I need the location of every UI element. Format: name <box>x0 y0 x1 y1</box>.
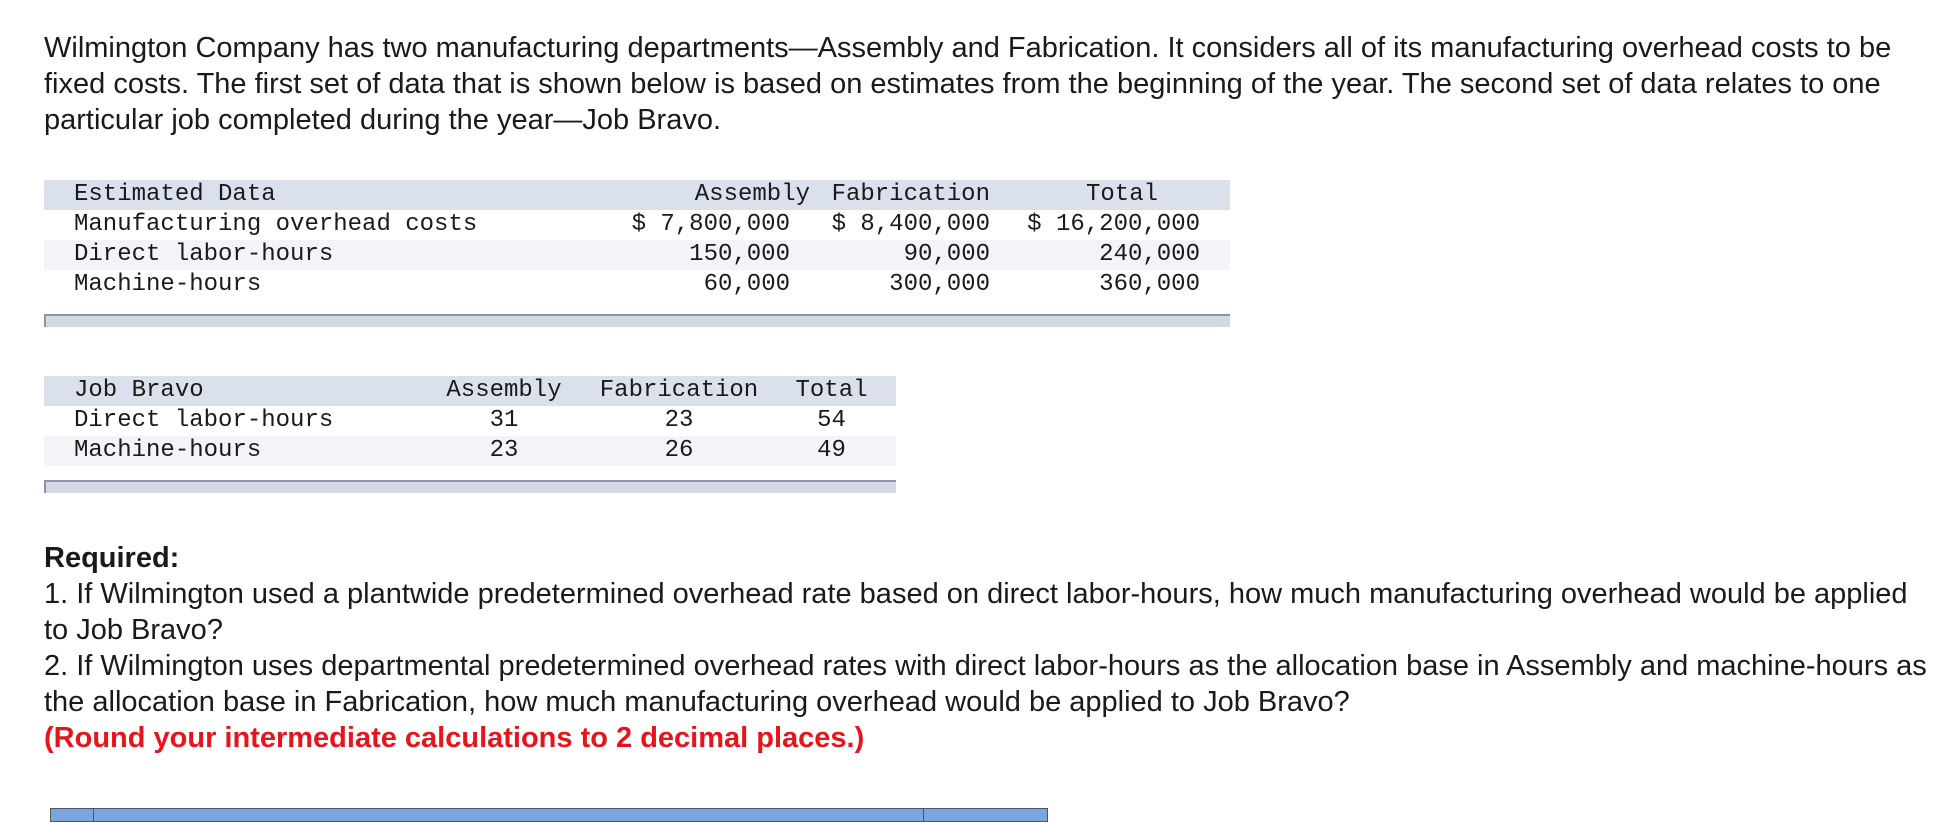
table-row <box>44 270 1230 300</box>
header-total: Total <box>1085 181 1158 208</box>
estimated-data-table <box>44 180 1230 330</box>
column-divider <box>93 809 94 821</box>
header-estimated-data: Estimated Data <box>74 181 276 208</box>
cell-total: 49 <box>817 437 846 464</box>
header-assembly: Assembly <box>694 181 810 208</box>
header-total: Total <box>795 377 868 404</box>
row-label: Direct labor-hours <box>74 241 334 268</box>
cell-total: $ 16,200,000 <box>1027 211 1200 238</box>
row-label: Direct labor-hours <box>74 407 334 434</box>
rounding-note: (Round your intermediate calculations to 2 decimal places.) <box>44 722 865 754</box>
row-label: Manufacturing overhead costs <box>74 211 478 238</box>
table-row <box>44 436 896 466</box>
table-header-row <box>44 376 896 406</box>
table-header-row <box>44 180 1230 210</box>
row-label: Machine-hours <box>74 437 262 464</box>
header-job-bravo: Job Bravo <box>74 377 204 404</box>
cell-fabrication: $ 8,400,000 <box>831 211 990 238</box>
cell-total: 240,000 <box>1099 241 1200 268</box>
cell-assembly: 60,000 <box>703 271 790 298</box>
problem-intro: Wilmington Company has two manufacturing departments—Assembly and Fabrication. It considers all of its manufacturing overhead costs to be fixed costs. The first set of data that is shown below is based on estimates from the beginning of the year. The second set of data relates to one particular job completed during the year—Job Bravo. <box>44 32 1892 136</box>
table-footer <box>44 480 896 493</box>
table-footer <box>44 314 1230 327</box>
cell-total: 54 <box>817 407 846 434</box>
header-fabrication: Fabrication <box>831 181 990 208</box>
job-bravo-table <box>44 376 896 496</box>
required-section <box>44 540 1934 756</box>
cell-assembly: $ 7,800,000 <box>631 211 790 238</box>
cell-assembly: 23 <box>489 437 519 464</box>
question-2: 2. If Wilmington uses departmental predetermined overhead rates with direct labor-hours as the allocation base in Assembly and machine-hours as the allocation base in Fabrication, how much manufacturing overhead would be applied to Job Bravo? <box>44 650 1927 718</box>
required-title: Required: <box>44 542 180 574</box>
question-1: 1. If Wilmington used a plantwide predetermined overhead rate based on direct labor-hours, how much manufacturing overhead would be applied to Job Bravo? <box>44 578 1908 646</box>
cell-fabrication: 26 <box>664 437 694 464</box>
table-row <box>44 406 896 436</box>
table-row <box>44 210 1230 240</box>
column-divider <box>923 809 924 821</box>
header-fabrication: Fabrication <box>599 377 759 404</box>
cell-assembly: 150,000 <box>689 241 790 268</box>
cell-assembly: 31 <box>489 407 519 434</box>
cell-total: 360,000 <box>1099 271 1200 298</box>
header-assembly: Assembly <box>446 377 562 404</box>
row-label: Machine-hours <box>74 271 262 298</box>
cell-fabrication: 23 <box>664 407 694 434</box>
cell-fabrication: 90,000 <box>903 241 990 268</box>
table-row <box>44 240 1230 270</box>
cell-fabrication: 300,000 <box>889 271 990 298</box>
